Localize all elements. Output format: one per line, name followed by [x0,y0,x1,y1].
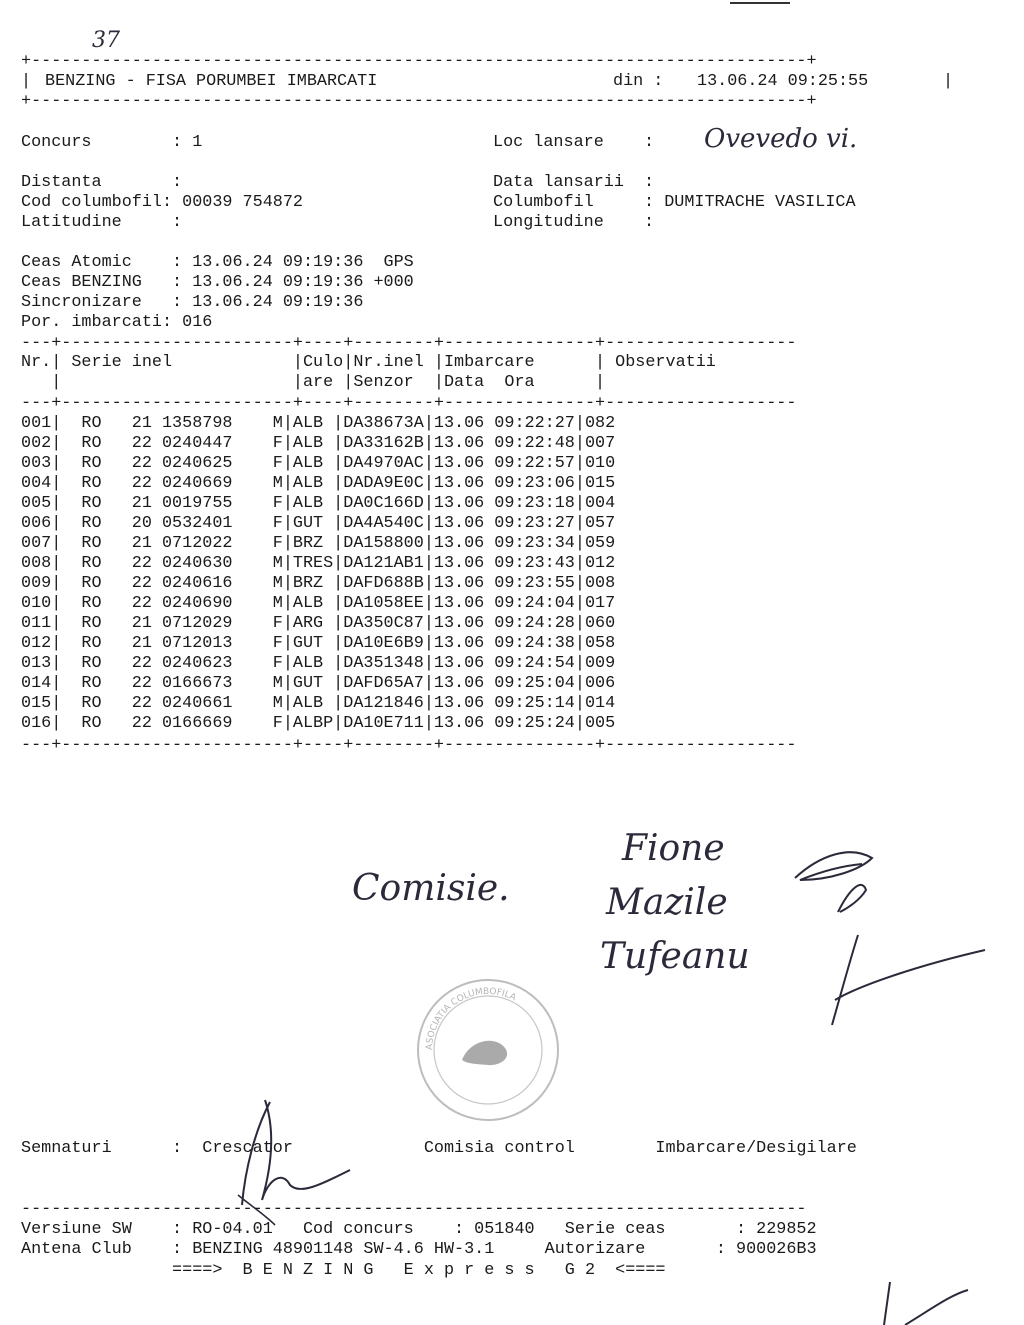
signatures-line: Semnaturi : Crescator Comisia control Imbarcare/Desigilare [21,1139,857,1158]
longitudine-line: Longitudine : [493,213,655,232]
handwritten-comisie: Comisie. [352,868,510,909]
benzing-express-line: ====> B E N Z I N G E x p r e s s G 2 <==== [21,1261,666,1280]
table-row: 008| RO 22 0240630 M|TRES|DA121AB1|13.06 09:23:43|012 [21,554,616,573]
concurs-line: Concurs : 1 [21,133,203,152]
bottom-mark [884,1282,968,1325]
cod-columbofil-line: Cod columbofil: 00039 754872 [21,193,303,212]
header-border-bottom: +-----------------------------------------------------------------------------+ [21,92,817,111]
data-lansarii-line: Data lansarii : [493,173,655,192]
table-row: 004| RO 22 0240669 M|ALB |DADA9E0C|13.06 09:23:06|015 [21,474,616,493]
table-row: 009| RO 22 0240616 M|BRZ |DAFD688B|13.06 09:23:55|008 [21,574,616,593]
table-row: 002| RO 22 0240447 F|ALB |DA33162B|13.06 09:22:48|007 [21,434,616,453]
table-row: 007| RO 21 0712022 F|BRZ |DA158800|13.06 09:23:34|059 [21,534,616,553]
table-row: 003| RO 22 0240625 F|ALB |DA4970AC|13.06 09:22:57|010 [21,454,616,473]
table-row: 013| RO 22 0240623 F|ALB |DA351348|13.06 09:24:54|009 [21,654,616,673]
table-row: 015| RO 22 0240661 M|ALB |DA121846|13.06 09:25:14|014 [21,694,616,713]
versiune-line: Versiune SW : RO-04.01 Cod concurs : 051840 Serie ceas : 229852 [21,1220,817,1239]
columbofil-line: Columbofil : DUMITRACHE VASILICA [493,193,856,212]
stamp-text: ASOCIATIA COLUMBOFILA [424,986,518,1051]
table-row: 005| RO 21 0019755 F|ALB |DA0C166D|13.06 09:23:18|004 [21,494,616,513]
footer-rule: ------------------------------------------------------------------------------ [21,1200,807,1219]
association-stamp [418,980,558,1120]
table-rule-bottom: ---+-----------------------+----+--------+---------------+------------------- [21,736,797,755]
table-row: 012| RO 21 0712013 F|GUT |DA10E6B9|13.06 09:24:38|058 [21,634,616,653]
handwritten-name-mazile: Mazile [606,882,728,923]
table-rule-top: ---+-----------------------+----+--------+---------------+------------------- [21,334,797,353]
stamp-pigeon-icon [462,1041,507,1065]
table-header-line-2: | |are |Senzor |Data Ora | [21,373,606,392]
table-row: 006| RO 20 0532401 F|GUT |DA4A540C|13.06 09:23:27|057 [21,514,616,533]
din-label: din : [613,72,664,91]
handwritten-name-tufeanu: Tufeanu [600,936,750,977]
loc-lansare-handwritten: Ovevedo vi. [704,124,858,154]
signature-scribble-3 [832,935,985,1025]
loc-lansare-line: Loc lansare : [493,133,655,152]
table-row: 014| RO 22 0166673 M|GUT |DAFD65A7|13.06 09:25:04|006 [21,674,616,693]
table-row: 011| RO 21 0712029 F|ARG |DA350C87|13.06 09:24:28|060 [21,614,616,633]
din-timestamp: 13.06.24 09:25:55 [697,72,869,91]
ceas-benzing-line: Ceas BENZING : 13.06.24 09:19:36 +000 [21,273,414,292]
table-row: 010| RO 22 0240690 M|ALB |DA1058EE|13.06 09:24:04|017 [21,594,616,613]
document-title: BENZING - FISA PORUMBEI IMBARCATI [45,72,378,91]
signature-scribble-1 [795,852,872,880]
table-row: 001| RO 21 1358798 M|ALB |DA38673A|13.06 09:22:27|082 [21,414,616,433]
ceas-atomic-line: Ceas Atomic : 13.06.24 09:19:36 GPS [21,253,414,272]
table-header-line-1: Nr.| Serie inel |Culo|Nr.inel |Imbarcare | Observatii [21,353,716,372]
handwritten-name-fione: Fione [622,828,725,869]
antena-line: Antena Club : BENZING 48901148 SW-4.6 HW-3.1 Autorizare : 900026B3 [21,1240,817,1259]
por-imbarcati-line: Por. imbarcati: 016 [21,313,213,332]
table-rule-mid: ---+-----------------------+----+--------+---------------+------------------- [21,394,797,413]
page-number-handwritten: 37 [92,28,120,53]
distanta-line: Distanta : [21,173,183,192]
latitudine-line: Latitudine : [21,213,183,232]
table-row: 016| RO 22 0166669 F|ALBP|DA10E711|13.06 09:25:24|005 [21,714,616,733]
header-right-border: | [943,72,954,91]
header-title-row: | BENZING - FISA PORUMBEI IMBARCATI din : 13.06.24 09:25:55 | [21,72,954,91]
sincronizare-line: Sincronizare : 13.06.24 09:19:36 [21,293,364,312]
signature-scribble-2 [838,885,866,912]
header-border-top: +-----------------------------------------------------------------------------+ [21,52,817,71]
